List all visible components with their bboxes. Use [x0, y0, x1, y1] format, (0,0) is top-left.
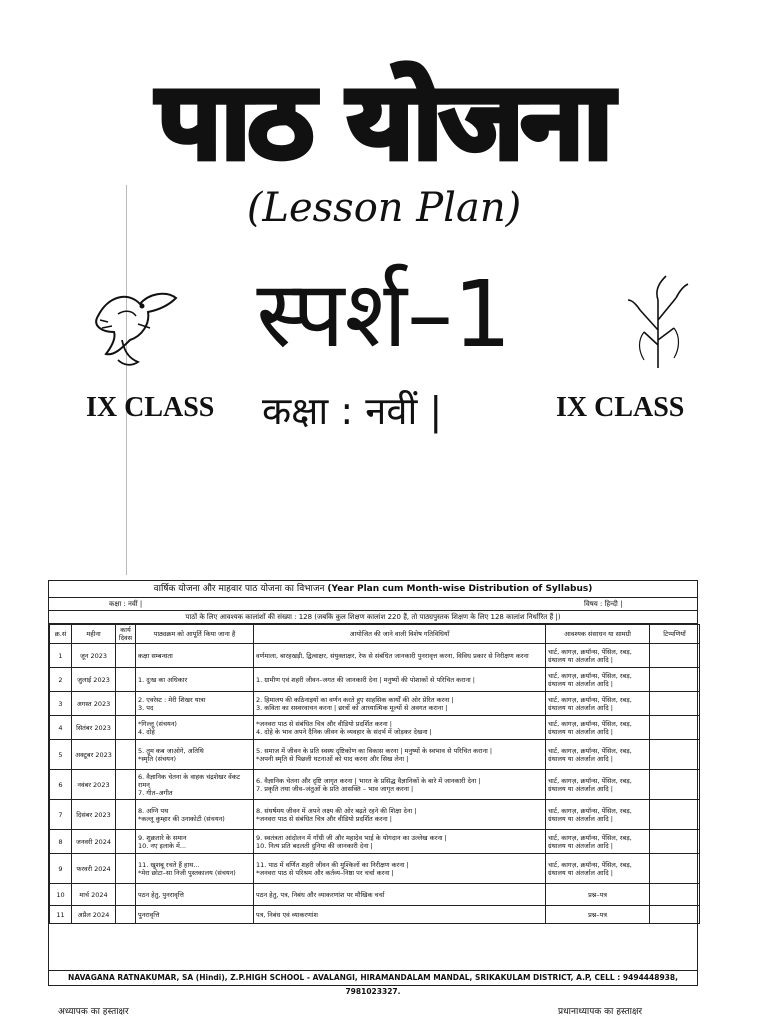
- cell-no: 2: [50, 668, 72, 692]
- table-row: [50, 740, 700, 770]
- cell-month: अप्रैल 2024: [72, 906, 116, 924]
- cell-syllabus: 9. शुक्रतारे के समान 10. नए इलाके में...: [136, 830, 254, 854]
- cell-no: 4: [50, 716, 72, 740]
- cell-month: अक्टूबर 2023: [72, 740, 116, 770]
- table-row: [50, 800, 700, 830]
- table-row: [50, 644, 700, 668]
- col-header: महीना: [72, 625, 116, 644]
- sheet-subject-label: विषय : हिन्दी |: [584, 600, 623, 608]
- sheet-footer: NAVAGANA RATNAKUMAR, SA (Hindi), Z.P.HIGH SCHOOL - AVALANGI, HIRAMANDALAM MANDAL, SRIKAKULAM DISTRICT, A.P, CELL : 9494448938, 7981023327.: [49, 970, 697, 985]
- table-row: [50, 716, 700, 740]
- cell-syllabus: 5. तुम कब जाओगे, अतिथि *स्मृति (संचयन): [136, 740, 254, 770]
- sheet-heading: [49, 581, 697, 598]
- cell-resources: चार्ट, कागज़, क्रयॉन्स, पेंसिल, रबड़, ग्रंथालय या अंतर्जाल आदि |: [546, 740, 650, 770]
- col-header: पाठ्यक्रम को आपूर्ति किया जाना है: [136, 625, 254, 644]
- cell-days: [116, 830, 136, 854]
- cell-remarks: [650, 830, 700, 854]
- cell-month: जनवरी 2024: [72, 830, 116, 854]
- cell-activity: पठन हेतु, पत्र, निबंध और व्याकरणांश पर मौखिक चर्चा: [254, 884, 546, 906]
- cell-days: [116, 668, 136, 692]
- syllabus-table: [49, 624, 700, 924]
- cell-days: [116, 884, 136, 906]
- cell-syllabus: 8. अग्नि पथ *कल्लू कुम्हार की उनाकोटी (संचयन): [136, 800, 254, 830]
- cell-no: 10: [50, 884, 72, 906]
- col-header: टिप्पणियाँ: [650, 625, 700, 644]
- page-title: पाठ योजना: [157, 62, 611, 182]
- cell-activity: 5. समाज में जीवन के प्रति स्वस्थ दृष्टिकोण का विकास करना | मनुष्यों के स्वभाव से परिचित कराना | *अपनी स्मृति से पिछली घटनाओं को याद करना और सिख लेना |: [254, 740, 546, 770]
- sheet-class-label: कक्षा : नवीं |: [109, 600, 143, 608]
- cell-syllabus: पुनरावृत्ति: [136, 906, 254, 924]
- cell-remarks: [650, 692, 700, 716]
- cell-month: अगस्त 2023: [72, 692, 116, 716]
- cell-resources: चार्ट, कागज़, क्रयॉन्स, पेंसिल, रबड़, ग्रंथालय या अंतर्जाल आदि |: [546, 668, 650, 692]
- cell-remarks: [650, 644, 700, 668]
- cell-days: [116, 740, 136, 770]
- col-header: कार्य दिवस: [116, 625, 136, 644]
- cell-syllabus: 11. खुशबू रचते हैं हाथ... *मेरा छोटा–सा निजी पुस्तकालय (संचयन): [136, 854, 254, 884]
- table-row: [50, 854, 700, 884]
- cell-month: जुलाई 2023: [72, 668, 116, 692]
- cell-no: 5: [50, 740, 72, 770]
- cell-days: [116, 854, 136, 884]
- cell-activity: 9. स्वतंत्रता आंदोलन में गाँधी जी और महादेव भाई के योगदान का उल्लेख करना | 10. नित्य प्रति बदलती दुनिया की जानकारी देना |: [254, 830, 546, 854]
- table-row: [50, 668, 700, 692]
- class-label-hindi: कक्षा : नवीं |: [262, 389, 443, 433]
- cell-days: [116, 906, 136, 924]
- cell-remarks: [650, 884, 700, 906]
- cell-remarks: [650, 740, 700, 770]
- cell-syllabus: कक्षा सम्बन्धता: [136, 644, 254, 668]
- cell-resources: चार्ट, कागज़, क्रयॉन्स, पेंसिल, रबड़, ग्रंथालय या अंतर्जाल आदि |: [546, 770, 650, 800]
- cell-resources: चार्ट, कागज़, क्रयॉन्स, पेंसिल, रबड़, ग्रंथालय या अंतर्जाल आदि |: [546, 854, 650, 884]
- cell-days: [116, 800, 136, 830]
- sheet-heading-hindi: वार्षिक योजना और माहवार पाठ योजना का विभाजन: [153, 584, 325, 594]
- cell-syllabus: 1. दुःख का अधिकार: [136, 668, 254, 692]
- cell-activity: *जनवरा पाठ से संबंधित चित्र और वीडियो प्रदर्शित करना | 4. दोहे के भाव अपने दैनिक जीवन के व्यवहार के संदर्भ में जोड़कर देखना |: [254, 716, 546, 740]
- cell-resources: चार्ट, कागज़, क्रयॉन्स, पेंसिल, रबड़, ग्रंथालय या अंतर्जाल आदि |: [546, 716, 650, 740]
- table-row: [50, 770, 700, 800]
- col-header: आवश्यक संसाधन या सामग्री: [546, 625, 650, 644]
- table-row: [50, 906, 700, 924]
- cell-resources: चार्ट, कागज़, क्रयॉन्स, पेंसिल, रबड़, ग्रंथालय या अंतर्जाल आदि |: [546, 800, 650, 830]
- scan-line: [126, 185, 127, 575]
- cell-no: 6: [50, 770, 72, 800]
- cell-syllabus: 2. एवरेस्ट : मेरी शिखर यात्रा 3. पद: [136, 692, 254, 716]
- syllabus-sheet: [48, 580, 698, 996]
- class-label-left: IX CLASS: [86, 392, 215, 423]
- cell-activity: 2. हिमालय की कठिनाइयों का वर्णन करते हुए साहसिक कार्यों की ओर प्रेरित करना | 3. कविता का सस्वरवाचन करना | छात्रों को आध्यात्मिक मूल्यों से अवगत कराना |: [254, 692, 546, 716]
- headmaster-signature-label: प्रधानाध्यापक का हस्ताक्षर: [558, 1007, 643, 1017]
- col-header: क्र.सं: [50, 625, 72, 644]
- sheet-class-subject-row: [49, 598, 697, 611]
- cell-syllabus: पठन हेतु, पुनरावृत्ति: [136, 884, 254, 906]
- sheet-heading-english: (Year Plan cum Month-wise Distribution of Syllabus): [327, 584, 593, 594]
- cell-remarks: [650, 906, 700, 924]
- cell-activity: पत्र, निबंध एवं व्याकरणांश: [254, 906, 546, 924]
- cell-no: 11: [50, 906, 72, 924]
- cell-resources: चार्ट, कागज़, क्रयॉन्स, पेंसिल, रबड़, ग्रंथालय या अंतर्जाल आदि |: [546, 644, 650, 668]
- cell-days: [116, 644, 136, 668]
- cell-no: 8: [50, 830, 72, 854]
- cell-remarks: [650, 854, 700, 884]
- cell-activity: वर्णमाला, बारहखड़ी, द्वित्वाक्षर, संयुक्ताक्षर, रेफ से संबंधित जानकारी पुनरावृत्त करना, विविध प्रकार से निरीक्षण करना: [254, 644, 546, 668]
- table-header-row: [50, 625, 700, 644]
- cell-remarks: [650, 800, 700, 830]
- cell-activity: 1. ग्रामीण एवं शहरी जीवन–जगत की जानकारी देना | मनुष्यों की पोशाकों से परिचित कराना |: [254, 668, 546, 692]
- cell-month: सितंबर 2023: [72, 716, 116, 740]
- cell-month: मार्च 2024: [72, 884, 116, 906]
- book-title: स्पर्श–1: [256, 261, 512, 368]
- col-header: आयोजित की जाने वाली विशेष गतिविधियाँ: [254, 625, 546, 644]
- cell-activity: 8. संघर्षमय जीवन में अपने लक्ष्य की ओर बढ़ते रहने की शिक्षा देना | *जनवरा पाठ से संबंधित चित्र और वीडियो प्रदर्शित करना |: [254, 800, 546, 830]
- cell-days: [116, 770, 136, 800]
- cell-syllabus: 6. वैज्ञानिक चेतना के वाहक चंद्रशेखर वेंकट रामन् 7. गीत–अगीत: [136, 770, 254, 800]
- cell-remarks: [650, 668, 700, 692]
- cell-month: दिसंबर 2023: [72, 800, 116, 830]
- cell-month: नवंबर 2023: [72, 770, 116, 800]
- cell-month: फरवरी 2024: [72, 854, 116, 884]
- cell-remarks: [650, 716, 700, 740]
- sheet-periods-note: पाठों के लिए आवश्यक कालांशों की संख्या : 128 (जबकि कुल शिक्षण कालांश 220 हैं, तो पाठ्यपुस्तक शिक्षण के लिए 128 कालांश निर्धारित हैं |): [49, 611, 697, 624]
- cell-no: 1: [50, 644, 72, 668]
- class-label-right: IX CLASS: [556, 392, 685, 423]
- table-row: [50, 692, 700, 716]
- cell-days: [116, 692, 136, 716]
- cell-remarks: [650, 770, 700, 800]
- cell-days: [116, 716, 136, 740]
- cell-resources: चार्ट, कागज़, क्रयॉन्स, पेंसिल, रबड़, ग्रंथालय या अंतर्जाल आदि |: [546, 692, 650, 716]
- cell-activity: 6. वैज्ञानिक चेतना और दृष्टि जागृत करना | भारत के प्रसिद्ध वैज्ञानिकों के बारे में जानकारी देना | 7. प्रकृति तथा जीव–जंतुओं के प्रति आसक्ति – भाव जागृत करना |: [254, 770, 546, 800]
- cell-resources: प्रश्न–पत्र: [546, 884, 650, 906]
- cell-resources: चार्ट, कागज़, क्रयॉन्स, पेंसिल, रबड़, ग्रंथालय या अंतर्जाल आदि |: [546, 830, 650, 854]
- cell-no: 7: [50, 800, 72, 830]
- table-row: [50, 830, 700, 854]
- plant-illustration-icon: [618, 270, 698, 370]
- cell-no: 3: [50, 692, 72, 716]
- cell-no: 9: [50, 854, 72, 884]
- cell-month: जून 2023: [72, 644, 116, 668]
- teacher-signature-label: अध्यापक का हस्ताक्षर: [58, 1007, 129, 1017]
- cell-activity: 11. पाठ में वर्णित शहरी जीवन की मुश्किलों का निरीक्षण करना | *जनवरा पाठ से परिश्रम और कर्तव्य–निष्ठा पर चर्चा करना |: [254, 854, 546, 884]
- page-subtitle: (Lesson Plan): [246, 185, 522, 231]
- table-row: [50, 884, 700, 906]
- cell-syllabus: *गिल्लू (संचयन) 4. दोहे: [136, 716, 254, 740]
- cell-resources: प्रश्न–पत्र: [546, 906, 650, 924]
